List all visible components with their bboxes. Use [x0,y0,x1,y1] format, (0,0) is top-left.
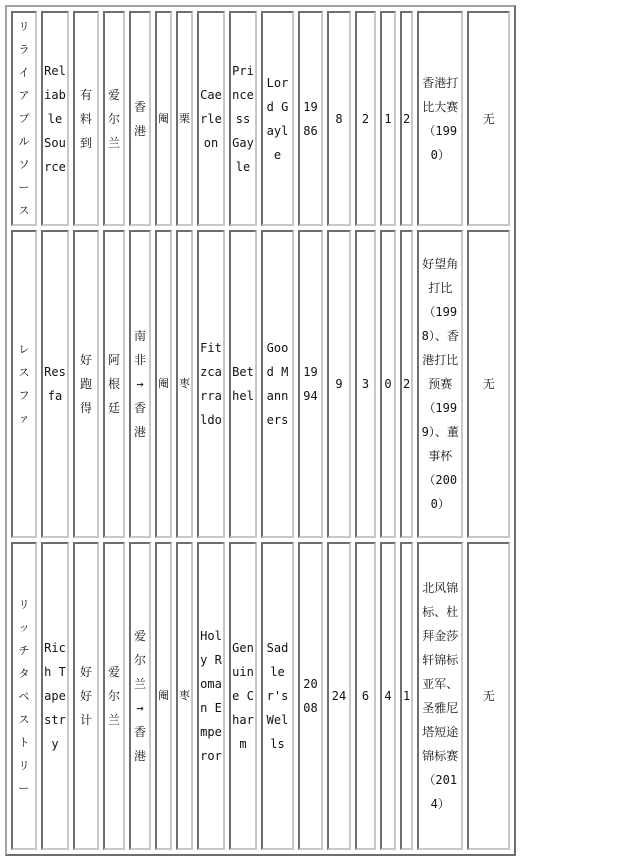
origin-cell: 阿根廷 [103,230,125,538]
dam-sire-cell: Sadler's Wells [261,542,294,850]
japanese-name-cell: リライアブルソース [11,11,37,226]
sire-cell: Fitzcarraldo [197,230,225,538]
birth-year-cell: 2008 [298,542,323,850]
chinese-name-cell: 好跑得 [73,230,99,538]
sex-cell: 阉 [155,230,172,538]
sire-cell: Holy Roman Emperor [197,542,225,850]
seconds-cell: 4 [380,542,396,850]
color-cell: 枣 [176,542,193,850]
race-country-cell: 香港 [129,11,151,226]
birth-year-cell: 1994 [298,230,323,538]
thirds-cell: 2 [400,11,413,226]
dam-sire-cell: Lord Gayle [261,11,294,226]
seconds-cell: 0 [380,230,396,538]
japanese-name-cell: リッチタペストリー [11,542,37,850]
dam-sire-cell: Good Manners [261,230,294,538]
thirds-cell: 2 [400,230,413,538]
starts-cell: 24 [327,542,351,850]
major-races-cell: 香港打比大赛（1990） [417,11,463,226]
seconds-cell: 1 [380,11,396,226]
wins-cell: 3 [355,230,376,538]
english-name-cell: Reliable Source [41,11,69,226]
japanese-name-cell: レスファ [11,230,37,538]
wins-cell: 2 [355,11,376,226]
english-name-cell: Resfa [41,230,69,538]
english-name-cell: Rich Tapestry [41,542,69,850]
table-row [11,542,510,850]
thirds-cell: 1 [400,542,413,850]
color-cell: 枣 [176,230,193,538]
origin-cell: 爱尔兰 [103,11,125,226]
table-row [11,11,510,226]
dam-cell: Princess Gayle [229,11,257,226]
race-country-cell: 爱尔兰→香港 [129,542,151,850]
origin-cell: 爱尔兰 [103,542,125,850]
starts-cell: 8 [327,11,351,226]
race-country-cell: 南非→香港 [129,230,151,538]
color-cell: 栗 [176,11,193,226]
chinese-name-cell: 有料到 [73,11,99,226]
starts-cell: 9 [327,230,351,538]
horse-table [5,5,516,856]
chinese-name-cell: 好好计 [73,542,99,850]
sire-cell: Caerleon [197,11,225,226]
note-cell: 无 [467,11,510,226]
sex-cell: 阉 [155,11,172,226]
major-races-cell: 好望角打比（1998）、香港打比预赛（1999）、董事杯（2000） [417,230,463,538]
sex-cell: 阉 [155,542,172,850]
note-cell: 无 [467,542,510,850]
table-row [11,230,510,538]
major-races-cell: 北风锦标、杜拜金莎轩锦标亚军、圣雅尼塔短途锦标赛（2014） [417,542,463,850]
wins-cell: 6 [355,542,376,850]
birth-year-cell: 1986 [298,11,323,226]
note-cell: 无 [467,230,510,538]
dam-cell: Genuine Charm [229,542,257,850]
dam-cell: Bethel [229,230,257,538]
